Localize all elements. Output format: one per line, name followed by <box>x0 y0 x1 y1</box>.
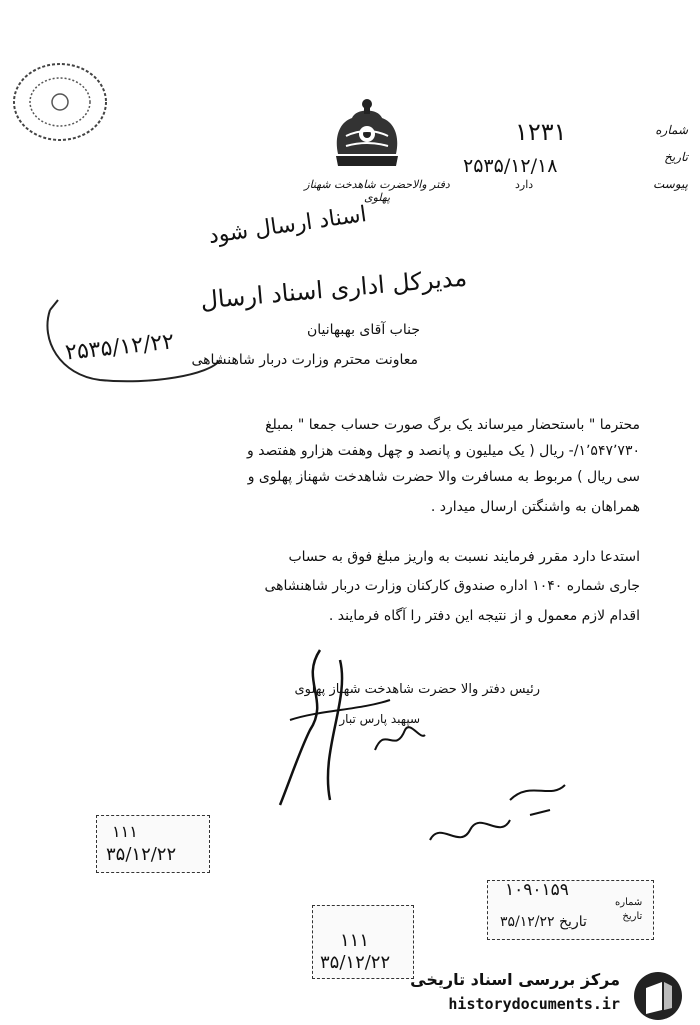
header-labels <box>618 117 688 198</box>
recipient-title: معاونت محترم وزارت دربار شاهنشاهی <box>191 352 418 368</box>
initials-scribble <box>370 720 430 760</box>
attachment-label: پیوست <box>653 177 688 191</box>
registration-date: تاریخ ۳۵/۱۲/۲۲ <box>500 914 587 930</box>
signatory-title: رئیس دفتر والا حضرت شاهدخت شهناز پهلوی <box>294 682 540 697</box>
archive-logo-url: historydocuments.ir <box>448 995 620 1013</box>
stamp-middle-number: ۱۱۱ <box>340 930 370 951</box>
registration-number-label: شماره <box>615 897 643 908</box>
handwritten-note-bottom <box>420 770 570 860</box>
stamp-middle-date: ۳۵/۱۲/۲۲ <box>320 952 391 973</box>
date-label: تاریخ <box>664 150 688 164</box>
handwritten-note-date: ۲۵۳۵/۱۲/۲۲ <box>63 329 176 366</box>
attachment-value: دارد <box>515 178 534 191</box>
signatory-name: سپهبد پارس تبار <box>339 712 420 726</box>
round-seal-stamp <box>10 60 110 145</box>
archive-logo-icon <box>632 970 684 1022</box>
registration-number: ۱۰۹۰۱۵۹ <box>505 880 569 900</box>
letter-date: ۲۵۳۵/۱۲/۱۸ <box>463 155 558 177</box>
number-label: شماره <box>655 123 688 137</box>
registration-date-label: تاریخ <box>622 911 643 922</box>
body-paragraph-1-line-2: ۱٬۵۴۷٬۷۳۰/- ریال ( یک میلیون و پانصد و چهل وهفت هزارو هفتصد و <box>246 443 640 459</box>
letter-number: ۱۲۳۱ <box>515 118 567 146</box>
body-paragraph-1-line-1: محترما " باستحضار میرساند یک برگ صورت حساب جمعا " بمبلغ <box>265 417 640 433</box>
body-paragraph-2-line-2: جاری شماره ۱۰۴۰ اداره صندوق کارکنان وزارت دربار شاهنشاهی <box>264 578 640 594</box>
body-paragraph-2-line-3: اقدام لازم معمول و از نتیجه این دفتر را آگاه فرمایند . <box>328 608 640 624</box>
body-paragraph-1-line-4: همراهان به واشنگتن ارسال میدارد . <box>430 499 640 515</box>
handwritten-bracket-scribble <box>40 280 230 400</box>
body-paragraph-1-line-3: سی ریال ) مربوط به مسافرت والا حضرت شاهدخت شهناز پهلوی و <box>247 469 640 485</box>
office-name: دفتر والاحضرت شاهدخت شهناز پهلوی <box>304 178 450 204</box>
archive-logo-title: مرکز بررسی اسناد تاریخی <box>410 970 620 989</box>
crown-emblem-icon <box>326 96 408 172</box>
stamp-left-date: ۳۵/۱۲/۲۲ <box>106 844 177 865</box>
recipient-name: جناب آقای بهبهانیان <box>307 322 420 338</box>
handwritten-note-2: مدیرکل اداری اسناد ارسال <box>199 263 469 315</box>
handwritten-note-1: اسناد ارسال شود <box>207 202 369 249</box>
body-paragraph-2-line-1: استدعا دارد مقرر فرمایند نسبت به واریز مبلغ فوق به حساب <box>288 549 640 565</box>
registration-labels <box>615 896 642 924</box>
stamp-left-number: ۱۱۱ <box>112 822 138 841</box>
